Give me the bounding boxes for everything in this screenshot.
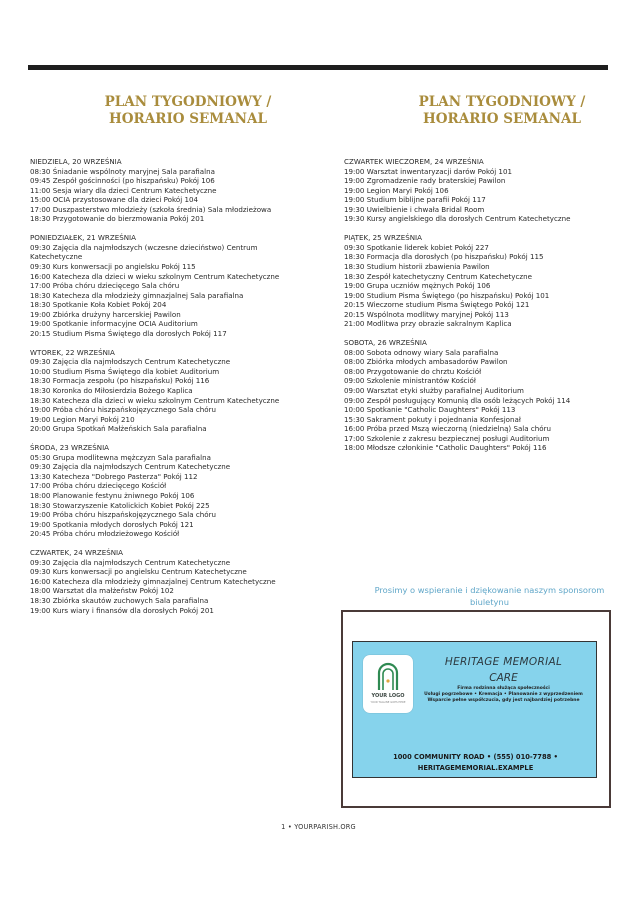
day-title: CZWARTEK, 24 WRZEŚNIA: [30, 548, 124, 558]
ad-contact-website: HERITAGEMEMORIAL.EXAMPLE: [417, 764, 534, 772]
event-item: 17:00 Duszpasterstwo młodzieży (szkoła średnia) Sala młodzieżowa: [30, 204, 272, 214]
event-item: 09:30 Zajęcia dla najmłodszych (wczesne dzieciństwo) Centrum Katechetyczne: [30, 242, 258, 262]
sponsor-note: Prosimy o wspieranie i dziękowanie naszym sponsorom biuletynu: [374, 585, 605, 607]
event-item: 16:00 Katecheza dla młodzieży gimnazjalnej Centrum Katechetyczne: [30, 576, 276, 586]
day-block: [30, 443, 300, 538]
event-item: 08:30 Śniadanie wspólnoty maryjnej Sala parafialna: [30, 166, 215, 176]
event-item: 09:30 Spotkanie liderek kobiet Pokój 227: [344, 242, 489, 252]
event-item: 18:00 Młodsze członkinie "Catholic Daughters" Pokój 116: [344, 443, 547, 453]
event-item: 09:00 Szkolenie ministrantów Kościół: [344, 376, 476, 386]
event-item: 19:30 Kursy angielskiego dla dorosłych Centrum Katechetyczne: [344, 214, 571, 224]
schedule-column-left: [30, 157, 300, 625]
event-item: 19:00 Legion Maryi Pokój 210: [30, 414, 135, 424]
top-rule: [28, 65, 608, 70]
event-item: 19:30 Uwielbienie i chwała Bridal Room: [344, 204, 485, 214]
event-item: 19:00 Studium biblijne parafii Pokój 117: [344, 195, 486, 205]
event-item: 20:00 Grupa Spotkań Małżeńskich Sala parafialna: [30, 424, 207, 434]
event-item: 17:00 Próba chóru dziecięcego Sala chóru: [30, 281, 180, 291]
day-title: CZWARTEK WIECZOREM, 24 WRZEŚNIA: [344, 157, 484, 166]
logo-badge: [363, 655, 413, 713]
event-item: 18:30 Przygotowanie do bierzmowania Pokój 201: [30, 214, 205, 224]
event-item: 19:00 Legion Maryi Pokój 106: [344, 185, 449, 195]
ad-contact: [363, 752, 588, 774]
day-title: ŚRODA, 23 WRZEŚNIA: [30, 443, 110, 453]
day-block: [344, 338, 614, 453]
day-block: [30, 548, 300, 615]
event-item: 18:30 Formacja dla dorosłych (po hiszpańsku) Pokój 115: [344, 252, 544, 262]
event-item: 10:00 Spotkanie "Catholic Daughters" Pokój 113: [344, 405, 516, 415]
event-item: 19:00 Studium Pisma Świętego (po hiszpańsku) Pokój 101: [344, 290, 550, 300]
schedule-column-right: [344, 157, 614, 462]
event-item: 21:00 Modlitwa przy obrazie sakralnym Kaplica: [344, 319, 512, 329]
event-item: 18:30 Zbiórka skautów zuchowych Sala parafialna: [30, 595, 209, 605]
day-title: WTOREK, 22 WRZEŚNIA: [30, 347, 115, 357]
event-item: 09:00 Zespół posługujący Komunią dla osób leżących Pokój 114: [344, 395, 571, 405]
day-title: PIĄTEK, 25 WRZEŚNIA: [344, 233, 422, 243]
day-title: NIEDZIELA, 20 WRZEŚNIA: [30, 157, 122, 166]
event-item: 15:00 OCIA przystosowane dla dzieci Pokój 104: [30, 195, 198, 205]
ad-body: [421, 686, 586, 705]
event-item: 19:00 Zgromadzenie rady braterskiej Pawilon: [344, 176, 506, 186]
day-block: [30, 348, 300, 434]
event-item: 09:30 Zajęcia dla najmłodszych Centrum Katechetyczne: [30, 357, 231, 367]
event-item: 09:45 Zespół gościnności (po hiszpańsku) Pokój 106: [30, 176, 215, 186]
day-block: [344, 233, 614, 328]
event-item: 20:45 Próba chóru młodzieżowego Kościół: [30, 529, 180, 539]
event-item: 18:30 Katecheza dla młodzieży gimnazjalnej Sala parafialna: [30, 290, 244, 300]
day-title: SOBOTA, 26 WRZEŚNIA: [344, 338, 427, 348]
ad-title-continued: CARE: [489, 672, 518, 684]
ad-body-line: Wsparcie pełne współczucia, gdy jest najbardziej potrzebne: [427, 698, 580, 704]
event-item: 13:30 Katecheza "Dobrego Pasterza" Pokój 112: [30, 471, 198, 481]
event-item: 08:00 Zbiórka młodych ambasadorów Pawilon: [344, 357, 508, 367]
event-item: 19:00 Kurs wiary i finansów dla dorosłych Pokój 201: [30, 605, 214, 615]
event-item: 05:30 Grupa modlitewna mężczyzn Sala parafialna: [30, 452, 211, 462]
event-item: 20:15 Wieczorne studium Pisma Świętego Pokój 121: [344, 300, 530, 310]
event-item: 11:00 Sesja wiary dla dzieci Centrum Katechetyczne: [30, 185, 217, 195]
event-item: 17:00 Próba chóru dziecięcego Kościół: [30, 481, 167, 491]
ad-contact-address: 1000 COMMUNITY ROAD • (555) 010-7788 •: [393, 753, 558, 761]
ad-body-line: Usługi pogrzebowe • Kremacja • Planowanie z wyprzedzeniem: [424, 692, 583, 698]
event-item: 18:00 Planowanie festynu żniwnego Pokój 106: [30, 491, 195, 500]
event-item: 17:00 Szkolenie z zakresu bezpiecznej posługi Auditorium: [344, 433, 550, 443]
weekly-plan-heading-left: PLAN TYGODNIOWY / HORARIO SEMANAL: [104, 94, 272, 127]
event-item: 16:00 Katecheza dla dzieci w wieku szkolnym Centrum Katechetyczne: [30, 271, 280, 281]
page-footer: 1 • YOURPARISH.ORG: [281, 823, 356, 831]
event-item: 18:30 Stowarzyszenie Katolickich Kobiet Pokój 225: [30, 500, 210, 510]
event-item: 16:00 Próba przed Mszą wieczorną (niedzielną) Sala chóru: [344, 424, 552, 434]
event-item: 19:00 Grupa uczniów mężnych Pokój 106: [344, 281, 491, 291]
event-item: 18:30 Spotkanie Koła Kobiet Pokój 204: [30, 300, 167, 310]
event-item: 19:00 Próba chóru hiszpańskojęzycznego Sala chóru: [30, 510, 216, 520]
event-item: 10:00 Studium Pisma Świętego dla kobiet Auditorium: [30, 366, 220, 376]
event-item: 09:00 Warsztat etyki służby parafialnej Auditorium: [344, 386, 524, 396]
event-item: 09:30 Zajęcia dla najmłodszych Centrum Katechetyczne: [30, 462, 231, 472]
event-item: 18:30 Koronka do Miłosierdzia Bożego Kaplica: [30, 386, 193, 396]
event-item: 18:30 Studium historii zbawienia Pawilon: [344, 261, 490, 271]
logo-tagline: YOUR TAGLINE GOES HERE: [370, 701, 406, 704]
event-item: 09:30 Zajęcia dla najmłodszych Centrum Katechetyczne: [30, 557, 231, 567]
event-item: 19:00 Zbiórka drużyny harcerskiej Pawilon: [30, 309, 181, 319]
event-item: 19:00 Warsztat inwentaryzacji darów Pokój 101: [344, 166, 512, 176]
logo-text: YOUR LOGO: [371, 693, 405, 699]
ad-body-line: Firma rodzinna służąca społeczności: [457, 686, 550, 691]
event-item: 08:00 Przygotowanie do chrztu Kościół: [344, 366, 482, 376]
event-item: 20:15 Wspólnota modlitwy maryjnej Pokój 113: [344, 309, 509, 319]
event-item: 18:30 Katecheza dla dzieci w wieku szkolnym Centrum Katechetyczne: [30, 395, 280, 405]
day-block: [344, 157, 614, 224]
event-item: 18:30 Zespół katechetyczny Centrum Katechetyczne: [344, 271, 532, 281]
day-block: [30, 157, 300, 224]
day-title: PONIEDZIAŁEK, 21 WRZEŚNIA: [30, 233, 136, 243]
arch-logo-icon: [376, 661, 400, 691]
ad-title: HERITAGE MEMORIAL: [444, 656, 563, 668]
sponsor-ad-card[interactable]: [352, 641, 597, 778]
event-item: 19:00 Spotkania młodych dorosłych Pokój 121: [30, 519, 194, 529]
event-item: 19:00 Spotkanie informacyjne OCIA Auditorium: [30, 319, 198, 329]
event-item: 09:30 Kurs konwersacji po angielsku Pokój 115: [30, 261, 196, 271]
event-item: 18:00 Warsztat dla małżeństw Pokój 102: [30, 586, 174, 596]
event-item: 18:30 Formacja zespołu (po hiszpańsku) Pokój 116: [30, 376, 210, 386]
weekly-plan-heading-right: PLAN TYGODNIOWY / HORARIO SEMANAL: [418, 94, 586, 127]
event-item: 15:30 Sakrament pokuty i pojednania Konfesjonał: [344, 414, 521, 424]
event-item: 09:30 Kurs konwersacji po angielsku Centrum Katechetyczne: [30, 567, 247, 577]
day-block: [30, 233, 300, 338]
event-item: 20:15 Studium Pisma Świętego dla dorosłych Pokój 117: [30, 328, 227, 338]
event-item: 19:00 Próba chóru hiszpańskojęzycznego Sala chóru: [30, 405, 216, 415]
event-item: 08:00 Sobota odnowy wiary Sala parafialna: [344, 347, 499, 357]
